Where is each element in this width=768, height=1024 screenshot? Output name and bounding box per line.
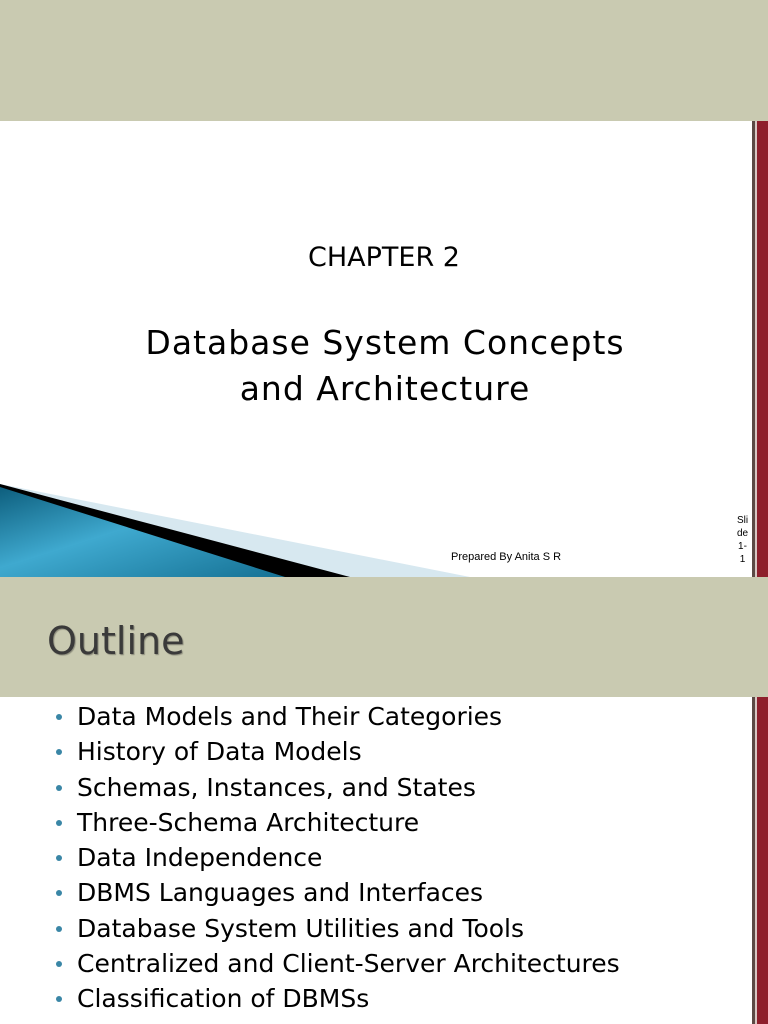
bullet-icon [56, 996, 62, 1002]
bullet-icon [56, 820, 62, 826]
list-item [56, 699, 620, 734]
list-item-text: Database System Utilities and Tools [77, 913, 525, 943]
outline-slide [0, 577, 768, 1024]
right-accent-stripe [750, 697, 768, 1024]
list-item [56, 734, 620, 769]
list-item [56, 946, 620, 981]
bullet-icon [56, 749, 62, 755]
list-item-text: Three-Schema Architecture [77, 807, 420, 837]
list-item-text: Schemas, Instances, and States [77, 772, 476, 802]
slide-number-part: Sli [736, 515, 749, 526]
list-item [56, 805, 620, 840]
bullet-icon [56, 926, 62, 932]
slide-number-part: de [736, 528, 749, 539]
list-item [56, 981, 620, 1016]
outline-title: Outline [47, 619, 185, 663]
footer-author: Prepared By Anita S R [451, 551, 562, 563]
list-item-text: Data Models and Their Categories [77, 702, 503, 731]
slide-title-line-1: Database System Concepts [145, 323, 625, 362]
decorative-wedge-graphic [0, 484, 470, 577]
chapter-heading: CHAPTER 2 [308, 242, 460, 273]
slide-number [735, 514, 750, 566]
slide-title-line-2: and Architecture [239, 369, 531, 408]
right-accent-stripe [750, 121, 768, 577]
list-item-text: Data Independence [77, 843, 323, 873]
bullet-icon [56, 785, 62, 791]
list-item [56, 875, 620, 910]
slide-header-band [0, 0, 768, 121]
bullet-icon [56, 961, 62, 967]
bullet-icon [56, 714, 62, 720]
bullet-icon [56, 890, 62, 896]
bullet-icon [56, 855, 62, 861]
list-item [56, 911, 620, 946]
list-item-text: DBMS Languages and Interfaces [77, 878, 484, 908]
list-item-text: Centralized and Client-Server Architectures [77, 949, 620, 979]
list-item [56, 770, 620, 805]
slide-number-part: 1 [739, 554, 746, 565]
slide-number-part: 1- [738, 541, 747, 552]
list-item [56, 840, 620, 875]
list-item-text: History of Data Models [77, 737, 362, 767]
outline-list [56, 699, 620, 1017]
slide-title [80, 320, 690, 412]
list-item-text: Classification of DBMSs [77, 984, 370, 1014]
